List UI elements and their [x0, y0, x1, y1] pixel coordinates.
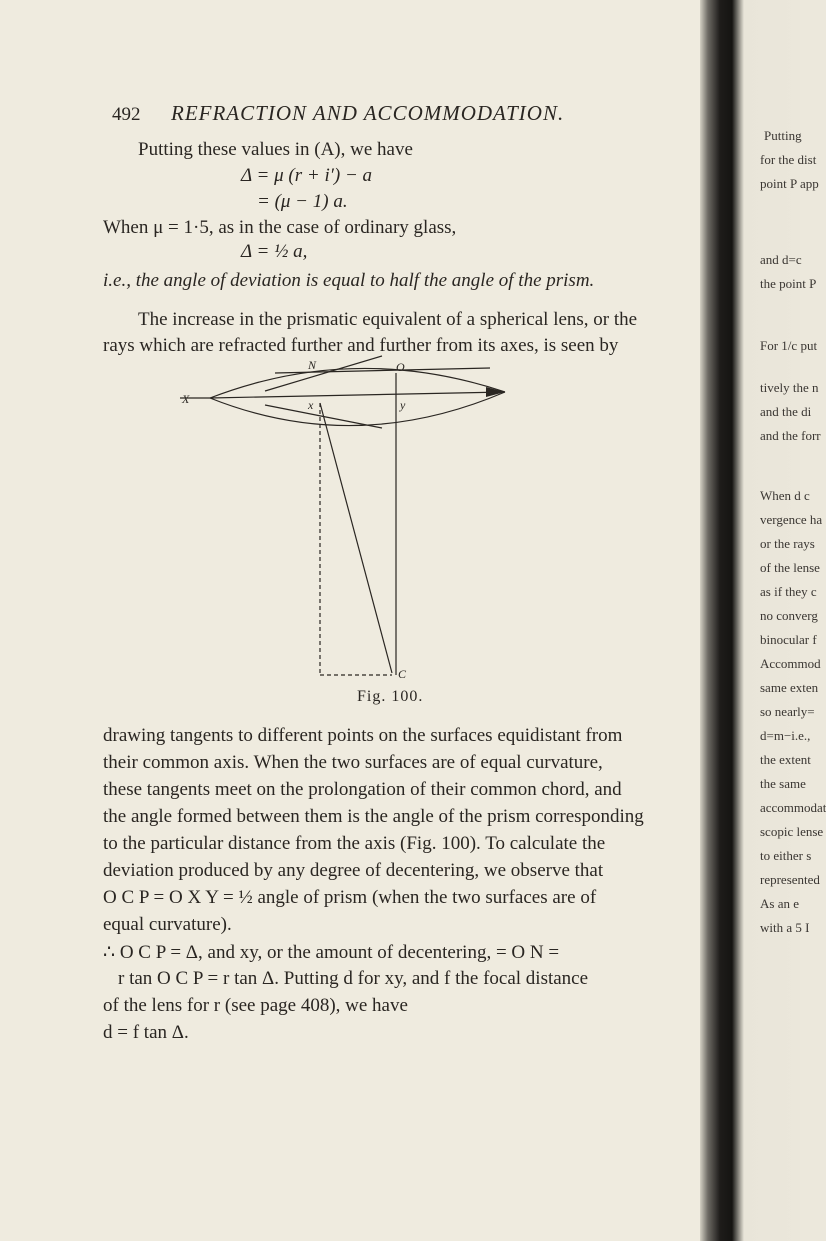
facing-line: the same — [760, 776, 806, 791]
line-8: rays which are refracted further and further from its axes, is seen by — [103, 335, 619, 356]
line-9: drawing tangents to different points on the surfaces equidistant from — [103, 725, 623, 746]
line-6: i.e., the angle of deviation is equal to half the angle of the prism. — [103, 270, 595, 291]
facing-line: Putting — [764, 128, 802, 143]
facing-line: same exten — [760, 680, 819, 695]
facing-line: represented — [760, 872, 820, 887]
facing-line: or the rays — [760, 536, 815, 551]
equation-3: Δ = ½ a, — [241, 241, 308, 262]
label-y: y — [400, 398, 406, 412]
facing-line: to either s — [760, 848, 812, 863]
facing-line: binocular f — [760, 632, 817, 647]
facing-line: for the dist — [760, 152, 817, 167]
facing-line: and the di — [760, 404, 812, 419]
facing-line: accommodat — [760, 800, 826, 815]
line-11: these tangents meet on the prolongation of their common chord, and — [103, 779, 622, 800]
label-O: O — [396, 360, 405, 374]
page-number: 492 — [112, 104, 141, 125]
line-18: r tan O C P = r tan Δ. Putting d for xy, and f the focal distance — [118, 968, 589, 989]
line-7: The increase in the prismatic equivalent of a spherical lens, or the — [138, 309, 638, 330]
facing-line: As an e — [760, 896, 799, 911]
line-12: the angle formed between them is the angle of the prism corresponding — [103, 806, 644, 827]
upper-lens-surface — [210, 368, 505, 398]
line-13: to the particular distance from the axis (Fig. 100). To calculate the — [103, 833, 606, 854]
figure-caption: Fig. 100. — [357, 688, 424, 705]
line-15: O C P = O X Y = ½ angle of prism (when the two surfaces are of — [103, 887, 597, 908]
facing-line: and the forr — [760, 428, 821, 443]
label-C: C — [398, 667, 407, 681]
line-4: When μ = 1·5, as in the case of ordinary glass, — [103, 217, 457, 238]
facing-line: d=m−i.e., — [760, 728, 811, 743]
facing-line: scopic lense — [760, 824, 824, 839]
facing-line: the point P — [760, 276, 817, 291]
facing-page-fragment — [752, 0, 826, 1241]
line-14: deviation produced by any degree of decentering, we observe that — [103, 860, 604, 881]
line-19: of the lens for r (see page 408), we have — [103, 995, 408, 1016]
facing-line: no converg — [760, 608, 818, 623]
equation-2: = (μ − 1) a. — [257, 191, 348, 212]
line-16: equal curvature). — [103, 914, 232, 935]
facing-line: with a 5 I — [760, 920, 810, 935]
facing-line: and d=c — [760, 252, 802, 267]
line-20: d = f tan Δ. — [103, 1022, 189, 1043]
label-x: x — [308, 398, 314, 412]
upper-tangent — [265, 356, 382, 391]
facing-line: point P app — [760, 176, 819, 191]
label-N: N — [308, 358, 317, 372]
facing-line: For 1/c put — [760, 338, 818, 353]
facing-line: so nearly= — [760, 704, 815, 719]
lens-diagram — [182, 285, 540, 685]
facing-line: of the lense — [760, 560, 820, 575]
facing-line: tively the n — [760, 380, 819, 395]
line-10: their common axis. When the two surfaces are of equal curvature, — [103, 752, 603, 773]
facing-line: vergence ha — [760, 512, 823, 527]
running-header: REFRACTION AND ACCOMMODATION. — [171, 101, 565, 125]
equation-1: Δ = μ (r + i′) − a — [241, 165, 373, 186]
line-1: Putting these values in (A), we have — [138, 139, 413, 160]
facing-line: as if they c — [760, 584, 817, 599]
common-chord — [210, 392, 505, 398]
line-17: ∴ O C P = Δ, and xy, or the amount of decentering, = O N = — [103, 942, 560, 963]
facing-line: When d c — [760, 488, 810, 503]
label-X: X — [182, 392, 190, 406]
facing-line: Accommod — [760, 656, 821, 671]
facing-line: the extent — [760, 752, 811, 767]
prism-edge-line — [320, 403, 392, 673]
